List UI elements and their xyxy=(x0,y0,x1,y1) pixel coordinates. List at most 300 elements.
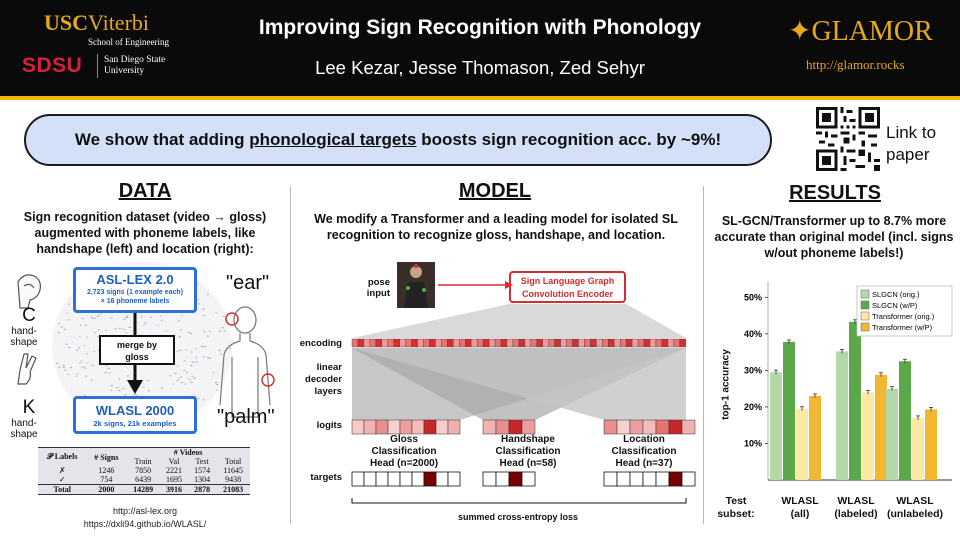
target-cell xyxy=(448,472,460,486)
model-heading: MODEL xyxy=(458,180,532,202)
logit-cell xyxy=(400,420,412,434)
y-tick-label: 50% xyxy=(743,292,762,303)
encoding-cell xyxy=(471,339,477,347)
graph-speckle xyxy=(203,315,205,316)
target-cell xyxy=(483,472,496,486)
graph-speckle xyxy=(81,367,83,368)
graph-speckle xyxy=(190,365,192,366)
target-cell xyxy=(656,472,669,486)
target-cell xyxy=(400,472,412,486)
graph-speckle xyxy=(160,316,162,317)
graph-speckle xyxy=(229,348,231,349)
y-tick-label: 10% xyxy=(743,438,762,449)
graph-speckle xyxy=(161,320,163,321)
encoding-cell xyxy=(674,339,680,347)
graph-speckle xyxy=(81,318,83,319)
target-cell xyxy=(509,472,522,486)
graph-speckle xyxy=(76,350,78,351)
graph-speckle xyxy=(126,316,128,317)
encoding-label: encoding xyxy=(299,338,342,349)
sdsu-logo-subtitle: San Diego State University xyxy=(104,55,166,76)
graph-speckle xyxy=(122,328,124,329)
graph-speckle xyxy=(192,361,194,362)
target-cell xyxy=(522,472,535,486)
header-gold-rule xyxy=(0,96,960,100)
graph-speckle xyxy=(185,349,187,350)
graph-speckle xyxy=(86,353,88,354)
encoding-cell xyxy=(352,339,358,347)
logit-cell xyxy=(604,420,617,434)
encoding-cell xyxy=(477,339,483,347)
divider-model-results xyxy=(703,186,704,524)
banner-suffix: boosts sign recognition acc. by ~9%! xyxy=(416,130,722,149)
target-cell xyxy=(364,472,376,486)
target-cell xyxy=(376,472,388,486)
logit-cell xyxy=(643,420,656,434)
graph-speckle xyxy=(198,303,200,304)
graph-speckle xyxy=(209,358,211,359)
graph-speckle xyxy=(79,363,81,364)
wlasl-link[interactable]: https://dxli94.github.io/WLASL/ xyxy=(83,519,207,529)
legend-label: Transformer (orig.) xyxy=(872,312,935,321)
graph-speckle xyxy=(180,377,182,378)
bar xyxy=(849,322,861,480)
graph-speckle xyxy=(76,376,78,377)
graph-speckle xyxy=(127,376,129,377)
graph-speckle xyxy=(106,365,108,366)
xcat-wlasl-labeled: WLASL (labeled) xyxy=(834,495,878,520)
encoding-cell xyxy=(418,339,424,347)
graph-speckle xyxy=(105,330,107,331)
target-cell xyxy=(496,472,509,486)
poster-authors: Lee Kezar, Jesse Thomason, Zed Sehyr xyxy=(315,57,645,78)
graph-speckle xyxy=(115,328,117,329)
encoder-funnel xyxy=(352,304,686,338)
encoding-cell xyxy=(638,339,644,347)
logit-cell xyxy=(656,420,669,434)
logit-cell xyxy=(682,420,695,434)
test-subset-label: Test subset: xyxy=(717,495,755,520)
graph-speckle xyxy=(207,294,209,295)
graph-speckle xyxy=(83,366,85,367)
encoding-cell xyxy=(543,339,549,347)
target-vectors xyxy=(352,472,695,486)
graph-speckle xyxy=(122,388,124,389)
usc-logo: USCViterbi xyxy=(44,10,150,35)
graph-speckle xyxy=(176,380,178,381)
hand-k-icon xyxy=(18,354,36,384)
encoding-cell xyxy=(662,339,668,347)
table-subheader-total: Total xyxy=(224,457,242,466)
encoding-cell xyxy=(632,339,638,347)
graph-speckle xyxy=(220,354,222,355)
graph-speckle xyxy=(197,398,199,399)
targets-label: targets xyxy=(310,472,342,483)
logit-cell xyxy=(352,420,364,434)
encoding-cell xyxy=(364,339,370,347)
target-cell xyxy=(424,472,436,486)
graph-speckle xyxy=(183,370,185,371)
graph-speckle xyxy=(176,351,178,352)
y-tick-label: 20% xyxy=(743,401,762,412)
xcat-wlasl-all: WLASL (all) xyxy=(781,495,819,520)
encoding-cell xyxy=(567,339,573,347)
encoding-cell xyxy=(453,339,459,347)
encoding-cell xyxy=(549,339,555,347)
target-cell xyxy=(669,472,682,486)
graph-speckle xyxy=(177,365,179,366)
graph-speckle xyxy=(141,316,143,317)
bar xyxy=(875,375,887,480)
encoding-cell xyxy=(531,339,537,347)
legend-swatch xyxy=(861,312,869,320)
bar xyxy=(912,418,924,480)
graph-speckle xyxy=(92,318,94,319)
encoding-cell xyxy=(441,339,447,347)
graph-speckle xyxy=(169,375,171,376)
encoding-cell xyxy=(412,339,418,347)
graph-speckle xyxy=(175,373,177,374)
encoding-cell xyxy=(394,339,400,347)
encoding-cell xyxy=(483,339,489,347)
table-subheader-val: Val xyxy=(168,457,180,466)
table-row: ✗ 1246 7850 2221 1574 11645 xyxy=(58,466,243,475)
graph-speckle xyxy=(56,363,58,364)
encoding-cell xyxy=(644,339,650,347)
pose-input-thumbnail xyxy=(397,262,435,308)
logit-cell xyxy=(448,420,460,434)
graph-speckle xyxy=(212,372,214,373)
encoding-cell xyxy=(573,339,579,347)
bar xyxy=(886,389,898,480)
graph-speckle xyxy=(93,351,95,352)
graph-speckle xyxy=(186,372,188,373)
graph-speckle xyxy=(123,319,125,320)
hand-c-sublabel: hand- shape xyxy=(10,326,38,348)
graph-speckle xyxy=(76,374,78,375)
bar xyxy=(796,409,808,480)
legend-swatch xyxy=(861,323,869,331)
qr-code-icon[interactable] xyxy=(816,107,880,171)
graph-speckle xyxy=(91,380,93,381)
graph-speckle xyxy=(65,344,67,345)
target-cell xyxy=(682,472,695,486)
graph-speckle xyxy=(222,316,224,317)
graph-speckle xyxy=(194,378,196,379)
graph-speckle xyxy=(191,376,193,377)
target-cell xyxy=(412,472,424,486)
sgcn-encoder-box: Sign Language Graph Convolution Encoder xyxy=(509,271,626,303)
logit-cell xyxy=(630,420,643,434)
graph-speckle xyxy=(86,363,88,364)
legend-label: Transformer (w/P) xyxy=(872,323,933,332)
encoding-cell xyxy=(501,339,507,347)
hand-c-letter: C xyxy=(22,305,36,326)
graph-speckle xyxy=(216,384,218,385)
graph-speckle xyxy=(118,379,120,380)
graph-speckle xyxy=(197,299,199,300)
encoding-cell xyxy=(608,339,614,347)
graph-speckle xyxy=(67,374,69,375)
encoding-cell xyxy=(513,339,519,347)
logit-cell xyxy=(364,420,376,434)
legend-swatch xyxy=(861,301,869,309)
model-diagram xyxy=(300,250,700,515)
hand-c-icon xyxy=(18,275,40,308)
logit-cell xyxy=(388,420,400,434)
graph-speckle xyxy=(165,330,167,331)
glamor-logo: ✦GLAMOR xyxy=(788,16,933,47)
encoding-cell xyxy=(596,339,602,347)
ear-highlight xyxy=(226,313,238,325)
graph-speckle xyxy=(184,361,186,362)
graph-speckle xyxy=(224,331,226,332)
location-head-label: Location Classification Head (n=37) xyxy=(611,434,677,469)
encoding-cell xyxy=(406,339,412,347)
graph-speckle xyxy=(179,336,181,337)
graph-speckle xyxy=(110,390,112,391)
logit-cell xyxy=(376,420,388,434)
graph-speckle xyxy=(92,365,94,366)
asl-lex-detail-1: 2,723 signs (1 example each) xyxy=(86,289,184,296)
gloss-head-label: Gloss Classification Head (n=2000) xyxy=(369,434,439,469)
palm-label: "palm" xyxy=(217,406,275,428)
graph-speckle xyxy=(64,370,66,371)
graph-speckle xyxy=(145,322,147,323)
graph-speckle xyxy=(178,379,180,380)
graph-speckle xyxy=(68,319,70,320)
graph-speckle xyxy=(209,331,211,332)
graph-speckle xyxy=(126,317,128,318)
graph-speckle xyxy=(124,329,126,330)
encoding-cell xyxy=(525,339,531,347)
merge-by-gloss-box: merge by gloss xyxy=(99,335,175,365)
logit-cell xyxy=(669,420,682,434)
legend-label: SLGCN (w/P) xyxy=(872,301,918,310)
hand-k-sublabel: hand- shape xyxy=(10,418,38,440)
encoding-cell xyxy=(620,339,626,347)
graph-speckle xyxy=(185,384,187,385)
graph-speckle xyxy=(179,350,181,351)
graph-speckle xyxy=(83,345,85,346)
encoding-cell xyxy=(656,339,662,347)
sdsu-logo: SDSU xyxy=(22,54,83,77)
graph-speckle xyxy=(215,312,217,313)
graph-speckle xyxy=(178,320,180,321)
encoding-cell xyxy=(537,339,543,347)
table-header-plabels: 𝒫 Labels xyxy=(38,448,86,467)
graph-speckle xyxy=(143,325,145,326)
legend-label: SLGCN (orig.) xyxy=(872,290,920,299)
model-description: We modify a Transformer and a leading model for isolated SL recognition to recognize gloss, handshape, and location. xyxy=(314,212,678,242)
glamor-url-link[interactable]: http://glamor.rocks xyxy=(806,57,905,72)
asl-lex-detail-2: × 16 phoneme labels xyxy=(100,298,170,305)
encoding-cell xyxy=(519,339,525,347)
encoding-cell xyxy=(680,339,686,347)
wlasl-split-table xyxy=(38,447,250,495)
graph-speckle xyxy=(181,382,183,383)
encoding-cell xyxy=(424,339,430,347)
graph-speckle xyxy=(126,332,128,333)
graph-speckle xyxy=(63,367,65,368)
y-tick-label: 40% xyxy=(743,328,762,339)
graph-speckle xyxy=(172,384,174,385)
graph-speckle xyxy=(91,317,93,318)
target-cell xyxy=(604,472,617,486)
data-description: Sign recognition dataset (video → gloss) augmented with phoneme labels, like handshape (left) and location (right): xyxy=(23,210,267,256)
graph-speckle xyxy=(148,390,150,391)
table-header-videos: # Videos xyxy=(126,448,250,458)
graph-speckle xyxy=(100,314,102,315)
wlasl-box xyxy=(73,396,197,434)
graph-speckle xyxy=(203,357,205,358)
asl-lex-title: ASL-LEX 2.0 xyxy=(96,272,174,287)
graph-speckle xyxy=(58,323,60,324)
graph-speckle xyxy=(58,332,60,333)
graph-speckle xyxy=(64,329,66,330)
graph-speckle xyxy=(111,385,113,386)
encoding-cell xyxy=(584,339,590,347)
target-cell xyxy=(617,472,630,486)
logits-vectors xyxy=(352,420,695,434)
encoding-cell xyxy=(459,339,465,347)
results-bar-chart xyxy=(740,272,954,492)
graph-speckle xyxy=(150,317,152,318)
encoding-cell xyxy=(370,339,376,347)
graph-speckle xyxy=(119,390,121,391)
graph-speckle xyxy=(143,387,145,388)
graph-speckle xyxy=(147,380,149,381)
graph-speckle xyxy=(191,352,193,353)
logit-cell xyxy=(412,420,424,434)
pose-input-label: pose input xyxy=(366,277,390,299)
graph-speckle xyxy=(222,327,224,328)
graph-speckle xyxy=(108,368,110,369)
graph-speckle xyxy=(66,313,68,314)
wlasl-title: WLASL 2000 xyxy=(95,403,175,418)
header-bar xyxy=(0,0,960,96)
logit-cell xyxy=(617,420,630,434)
graph-speckle xyxy=(111,318,113,319)
graph-speckle xyxy=(203,331,205,332)
encoding-cell xyxy=(602,339,608,347)
graph-speckle xyxy=(134,394,136,395)
graph-speckle xyxy=(109,373,111,374)
logit-cell xyxy=(522,420,535,434)
bar xyxy=(899,361,911,480)
graph-speckle xyxy=(189,379,191,380)
linear-decoder-label: linear decoder layers xyxy=(305,362,342,397)
graph-speckle xyxy=(196,357,198,358)
chart-ylabel: top-1 accuracy xyxy=(720,349,732,420)
graph-speckle xyxy=(69,304,71,305)
poster-title: Improving Sign Recognition with Phonology xyxy=(258,16,702,39)
graph-speckle xyxy=(181,315,183,316)
encoding-cell xyxy=(507,339,513,347)
graph-speckle xyxy=(180,329,182,330)
input-arrowhead xyxy=(505,281,513,289)
asl-lex-link[interactable]: http://asl-lex.org xyxy=(112,506,178,516)
bar xyxy=(809,396,821,480)
qr-label: Link to paper xyxy=(886,123,937,164)
banner-prefix: We show that adding xyxy=(74,130,250,149)
graph-speckle xyxy=(195,348,197,349)
xcat-wlasl-unlabeled: WLASL (unlabeled) xyxy=(886,495,943,520)
hand-k-letter: K xyxy=(22,397,36,418)
graph-speckle xyxy=(187,378,189,379)
graph-speckle xyxy=(70,367,72,368)
table-subheader-train: Train xyxy=(134,457,152,466)
ear-label: "ear" xyxy=(226,272,270,294)
encoding-cell xyxy=(465,339,471,347)
graph-speckle xyxy=(86,337,88,338)
table-row: ✓ 754 6439 1695 1304 9438 xyxy=(58,475,242,484)
graph-speckle xyxy=(78,347,80,348)
key-finding-banner xyxy=(24,114,772,166)
encoding-cell xyxy=(388,339,394,347)
banner-emphasis: phonological targets xyxy=(249,130,417,149)
graph-speckle xyxy=(196,362,198,363)
y-tick-label: 30% xyxy=(743,365,762,376)
graph-speckle xyxy=(161,388,163,389)
graph-speckle xyxy=(129,327,131,328)
graph-speckle xyxy=(79,336,81,337)
graph-speckle xyxy=(61,327,63,328)
graph-speckle xyxy=(191,382,193,383)
logits-label: logits xyxy=(316,420,342,431)
logit-cell xyxy=(496,420,509,434)
graph-speckle xyxy=(215,382,217,383)
encoding-cell xyxy=(578,339,584,347)
encoding-cell xyxy=(447,339,453,347)
graph-speckle xyxy=(218,350,220,351)
logit-cell xyxy=(509,420,522,434)
encoding-cell xyxy=(400,339,406,347)
encoding-cell xyxy=(668,339,674,347)
encoding-cell xyxy=(614,339,620,347)
asl-lex-box xyxy=(73,267,197,313)
graph-speckle xyxy=(157,325,159,326)
graph-speckle xyxy=(98,329,100,330)
graph-speckle xyxy=(58,367,60,368)
encoding-cell xyxy=(382,339,388,347)
data-heading: DATA xyxy=(118,180,172,202)
target-cell xyxy=(643,472,656,486)
legend-swatch xyxy=(861,290,869,298)
bar xyxy=(925,409,937,480)
graph-speckle xyxy=(105,372,107,373)
graph-speckle xyxy=(207,336,209,337)
target-cell xyxy=(436,472,448,486)
bar xyxy=(783,342,795,480)
bar xyxy=(862,392,874,480)
encoding-cell xyxy=(376,339,382,347)
graph-speckle xyxy=(216,390,218,391)
logit-cell xyxy=(483,420,496,434)
results-heading: RESULTS xyxy=(789,182,881,204)
graph-speckle xyxy=(207,357,209,358)
encoding-cell xyxy=(561,339,567,347)
table-header-signs: # Signs xyxy=(86,448,126,467)
encoding-cell xyxy=(626,339,632,347)
wlasl-detail: 2k signs, 21k examples xyxy=(93,419,177,428)
graph-speckle xyxy=(85,325,87,326)
graph-speckle xyxy=(97,316,99,317)
graph-speckle xyxy=(80,325,82,326)
graph-speckle xyxy=(68,347,70,348)
graph-speckle xyxy=(188,332,190,333)
encoding-vector xyxy=(352,339,686,347)
